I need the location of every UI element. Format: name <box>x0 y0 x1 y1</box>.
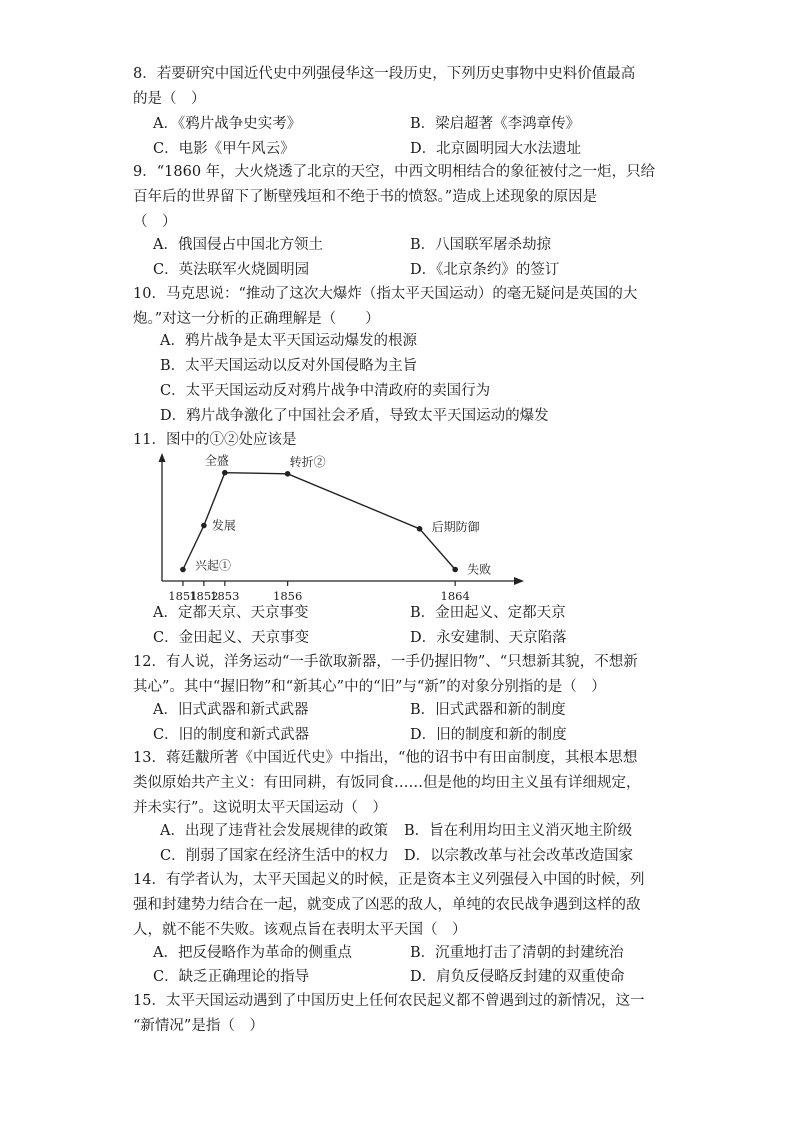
option-c: C．削弱了国家在经济生活中的权力 <box>160 848 389 864</box>
question-number: 15． <box>133 993 166 1009</box>
option-c: C．电影《甲午风云》 <box>153 141 295 157</box>
question-stem-line: 有人说，洋务运动“一手欲取新器，一手仍握旧物”、“只想新其貌，不想新 <box>165 654 638 670</box>
option-b: B．旧式武器和新的制度 <box>410 702 566 718</box>
stage-label: 后期防御 <box>431 519 480 534</box>
question-stem-line: 马克思说：“推动了这次大爆炸（指太平天国运动）的毫无疑问是英国的大 <box>165 286 638 302</box>
option-d: D．旧的制度和新的制度 <box>410 727 567 743</box>
option-b: B．旨在利用均田主义消灭地主阶级 <box>404 823 633 839</box>
question-stem-line: 图中的①②处应该是 <box>165 432 297 448</box>
option-d: D．《北京条约》的签订 <box>410 262 560 278</box>
question-10 <box>133 282 673 332</box>
question-number: 8． <box>133 66 157 82</box>
option-d: D．肩负反侵略反封建的双重使命 <box>410 969 625 985</box>
question-stem-line: 太平天国运动遇到了中国历史上任何农民起义都不曾遇到过的新情况，这一 <box>165 993 645 1009</box>
question-9 <box>133 160 673 235</box>
option-a: A．鸦片战争是太平天国运动爆发的根源 <box>160 333 417 349</box>
x-tick-label: 1851 <box>168 589 198 603</box>
stage-point <box>452 567 458 573</box>
option-d: D．永安建制、天京陷落 <box>410 630 567 646</box>
question-stem-line: 炮。”对这一分析的正确理解是（ ） <box>133 311 380 327</box>
question-stem-line: （ ） <box>133 214 177 230</box>
x-tick-label: 1864 <box>440 589 470 603</box>
option-c: C．缺乏正确理论的指导 <box>153 969 310 985</box>
question-stem-line: 人，就不能不失败。该观点旨在表明太平天国（ ） <box>133 922 467 938</box>
question-12 <box>133 650 673 700</box>
stage-point <box>180 567 186 573</box>
question-number: 11． <box>133 432 166 448</box>
stage-label: 发展 <box>211 518 236 533</box>
option-c: C．英法联军火烧圆明园 <box>153 262 310 278</box>
question-8 <box>133 62 673 112</box>
option-a: A．《鸦片战争史实考》 <box>153 116 302 132</box>
y-axis-arrow <box>159 453 166 462</box>
question-14 <box>133 868 673 943</box>
x-axis-arrow <box>514 577 524 585</box>
option-a: A．旧式武器和新式武器 <box>153 702 309 718</box>
stage-point <box>201 523 207 529</box>
x-tick-label: 1852 <box>189 589 219 603</box>
option-b: B．沉重地打击了清朝的封建统治 <box>410 945 624 961</box>
option-a: A．俄国侵占中国北方领土 <box>153 237 323 253</box>
question-stem-line: 其心”。其中“握旧物”和“新其心”中的“旧”与“新”的对象分别指的是（ ） <box>133 679 606 695</box>
option-b: B．梁启超著《李鸿章传》 <box>410 116 581 132</box>
option-d: D．鸦片战争激化了中国社会矛盾，导致太平天国运动的爆发 <box>160 408 549 424</box>
option-c: C．太平天国运动反对鸦片战争中清政府的卖国行为 <box>160 383 491 399</box>
option-a: A．出现了违背社会发展规律的政策 <box>160 823 388 839</box>
x-tick-label: 1853 <box>210 589 240 603</box>
question-number: 14． <box>133 872 166 888</box>
stage-label: 失败 <box>467 562 492 577</box>
question-stem-line: “新情况”是指（ ） <box>133 1018 264 1034</box>
question-number: 10． <box>133 286 166 302</box>
option-c: C．金田起义、天京事变 <box>153 630 310 646</box>
x-tick-label: 1856 <box>273 589 303 603</box>
question-stem-line: 若要研究中国近代史中列强侵华这一段历史，下列历史事物中史料价值最高 <box>156 66 636 82</box>
stage-point <box>285 471 291 477</box>
question-stem-line: 强和封建势力结合在一起，就变成了凶恶的敌人，单纯的农民战争遇到这样的敌 <box>133 897 641 913</box>
question-stem-line: 类似原始共产主义：有田同耕，有饭同食……但是他的均田主义虽有详细规定， <box>133 775 641 791</box>
option-b: B．金田起义、定都天京 <box>410 605 566 621</box>
question-number: 13． <box>133 750 166 766</box>
option-b: B．太平天国运动以反对外国侵略为主旨 <box>160 358 418 374</box>
stage-point <box>222 470 228 476</box>
question-15 <box>133 989 673 1039</box>
stage-label: 兴起① <box>194 558 231 573</box>
question-stem-line: 有学者认为，太平天国起义的时候，正是资本主义列强侵入中国的时候，列 <box>165 872 645 888</box>
question-stem-line: 并未实行”。这说明太平天国运动（ ） <box>133 800 387 816</box>
stage-point <box>417 526 423 532</box>
taiping-stage-chart <box>150 453 530 603</box>
option-a: A．定都天京、天京事变 <box>153 605 309 621</box>
stage-label: 转折② <box>289 454 326 469</box>
option-a: A．把反侵略作为革命的侧重点 <box>153 945 352 961</box>
question-stem-line: 百年后的世界留下了断壁残垣和不绝于书的愤怒。”造成上述现象的原因是 <box>133 189 598 205</box>
question-13 <box>133 746 673 821</box>
stage-label: 全盛 <box>204 453 229 468</box>
question-number: 12． <box>133 654 166 670</box>
option-b: B．八国联军屠杀劫掠 <box>410 237 552 253</box>
question-11 <box>133 428 673 453</box>
question-stem-line: 蒋廷黻所著《中国近代史》中指出，“他的诏书中有田亩制度，其根本思想 <box>165 750 638 766</box>
option-d: D．以宗教改革与社会改革改造国家 <box>404 848 634 864</box>
question-number: 9． <box>133 164 157 180</box>
option-d: D．北京圆明园大水法遗址 <box>410 141 582 157</box>
option-c: C．旧的制度和新式武器 <box>153 727 310 743</box>
question-stem-line: “1860 年，大火烧透了北京的天空，中西文明相结合的象征被付之一炬，只给 <box>156 164 656 180</box>
question-stem-line: 的是（ ） <box>133 91 206 107</box>
